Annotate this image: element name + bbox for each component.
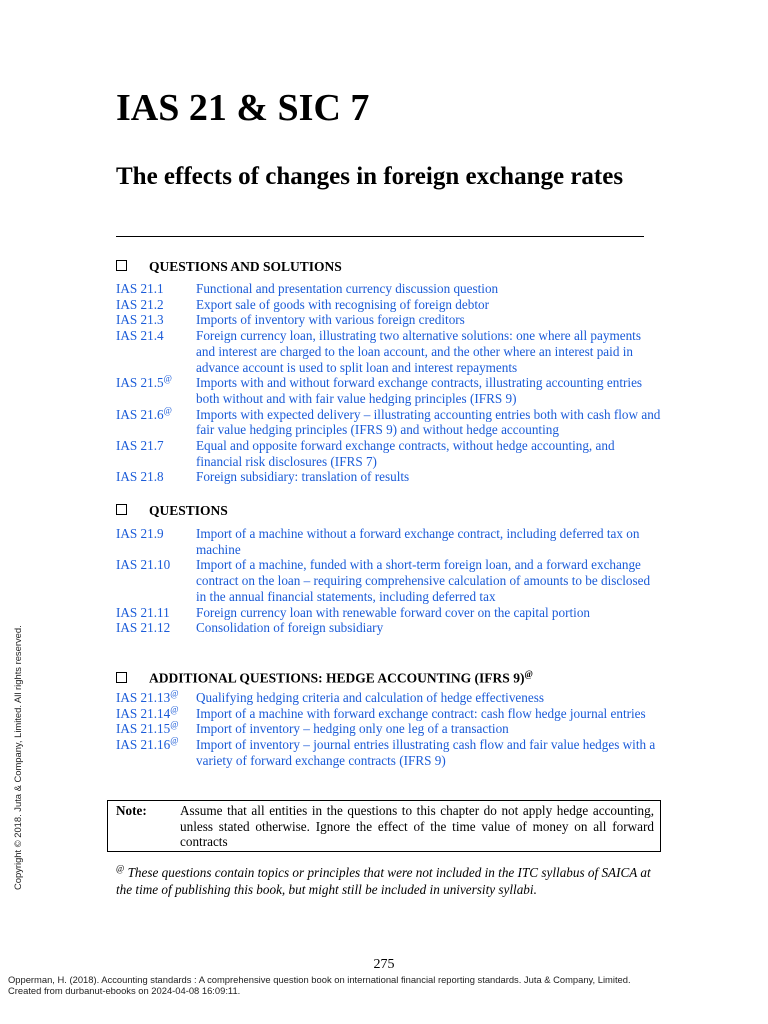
question-code[interactable]: IAS 21.14: [116, 705, 171, 721]
question-code[interactable]: IAS 21.10: [116, 557, 171, 573]
question-code-cell: [116, 620, 196, 636]
checkbox-bullet-icon: [116, 504, 127, 515]
checkbox-bullet-icon: [116, 672, 127, 683]
citation: [8, 974, 631, 996]
question-code[interactable]: IAS 21.15: [116, 721, 171, 737]
question-code-cell: [116, 690, 196, 706]
question-code[interactable]: IAS 21.7: [116, 438, 164, 454]
footnote-text: These questions contain topics or principles that were not included in the ITC syllabus of SAICA at the time of publishing this book, but might still be included in university syllabi.: [116, 865, 651, 897]
at-marker: @: [163, 373, 172, 384]
footnote-marker: @: [116, 863, 125, 874]
question-code[interactable]: IAS 21.6: [116, 406, 164, 422]
question-description[interactable]: Qualifying hedging criteria and calculation of hedge effectiveness: [196, 690, 544, 705]
question-entry[interactable]: [116, 297, 661, 313]
question-description[interactable]: Import of a machine without a forward exchange contract, including deferred tax on machine: [196, 526, 640, 557]
question-description[interactable]: Foreign currency loan, illustrating two alternative solutions: one where all payments and interest are charged to the loan account, and the other where an interest paid in advance account is used to split loan and interest repayments: [196, 328, 641, 375]
question-description[interactable]: Equal and opposite forward exchange contracts, without hedge accounting, and financial risk disclosures (IFRS 7): [196, 438, 615, 469]
at-marker: @: [170, 688, 179, 699]
question-description[interactable]: Functional and presentation currency discussion question: [196, 281, 499, 296]
question-code-cell: [116, 526, 196, 557]
question-code-cell: [116, 469, 196, 485]
question-entry[interactable]: [116, 328, 661, 375]
question-description[interactable]: Foreign subsidiary: translation of results: [196, 469, 410, 485]
question-code-cell: [116, 721, 196, 737]
question-code-cell: [116, 312, 196, 328]
chapter-title: IAS 21 & SIC 7: [116, 87, 370, 129]
section-heading-questions-and-solutions: QUESTIONS AND SOLUTIONS: [116, 258, 342, 275]
question-code[interactable]: IAS 21.1: [116, 281, 164, 296]
section-heading-additional-questions: ADDITIONAL QUESTIONS: HEDGE ACCOUNTING (IFRS 9)@: [116, 666, 533, 687]
section-list-additional-questions: [116, 690, 661, 769]
question-description[interactable]: Foreign currency loan with renewable forward cover on the capital portion: [196, 604, 591, 620]
at-marker: @: [170, 720, 179, 731]
section-heading-questions: QUESTIONS: [116, 502, 228, 519]
question-code[interactable]: IAS 21.5: [116, 375, 164, 391]
question-description[interactable]: Imports of inventory with various foreign creditors: [196, 312, 465, 328]
note-box: [107, 800, 661, 852]
question-entry[interactable]: [116, 690, 661, 706]
at-marker: @: [163, 405, 172, 416]
question-code-cell: [116, 706, 196, 722]
question-entry[interactable]: [116, 620, 661, 636]
page-number: 275: [373, 957, 395, 972]
question-entry[interactable]: [116, 706, 661, 722]
question-description[interactable]: Import of inventory – journal entries illustrating cash flow and fair value hedges with a variety of forward exchange contracts (IFRS 9): [196, 737, 656, 768]
question-code-cell: [116, 557, 196, 604]
question-entry[interactable]: [116, 375, 661, 406]
question-entry[interactable]: [116, 526, 661, 557]
note-label: Note:: [116, 803, 147, 818]
question-code[interactable]: IAS 21.4: [116, 328, 164, 344]
question-code-cell: [116, 737, 196, 768]
at-marker: @: [170, 735, 179, 746]
citation-line-2: Created from durbanut-ebooks on 2024-04-08 16:09:11.: [8, 985, 241, 996]
question-code-cell: [116, 438, 196, 469]
question-entry[interactable]: [116, 557, 661, 604]
question-description[interactable]: Imports with and without forward exchange contracts, illustrating accounting entries both without and with fair value hedging principles (IFRS 9): [196, 375, 643, 406]
title-divider: [116, 236, 644, 237]
question-code[interactable]: IAS 21.11: [116, 604, 170, 620]
question-code[interactable]: IAS 21.13: [116, 690, 171, 705]
checkbox-bullet-icon: [116, 260, 127, 271]
question-code-cell: [116, 297, 196, 313]
question-code[interactable]: IAS 21.2: [116, 296, 164, 312]
question-description[interactable]: Consolidation of foreign subsidiary: [196, 620, 384, 636]
question-code-cell: [116, 328, 196, 375]
question-entry[interactable]: [116, 737, 661, 768]
citation-line-1: Opperman, H. (2018). Accounting standards : A comprehensive question book on international financial reporting standards. Juta & Company, Limited.: [8, 974, 631, 985]
question-entry[interactable]: [116, 281, 661, 297]
question-code[interactable]: IAS 21.12: [116, 620, 171, 636]
question-description[interactable]: Imports with expected delivery – illustrating accounting entries both with cash flow and fair value hedging principles (IFRS 9) and without hedge accounting: [196, 406, 661, 438]
question-code-cell: [116, 605, 196, 621]
question-entry[interactable]: [116, 438, 661, 469]
question-entry[interactable]: [116, 469, 661, 485]
question-code-cell: [116, 375, 196, 406]
question-description[interactable]: Import of inventory – hedging only one leg of a transaction: [196, 721, 509, 737]
footnote: [116, 864, 661, 898]
question-code[interactable]: IAS 21.3: [116, 312, 164, 328]
question-code-cell: [116, 281, 196, 297]
question-description[interactable]: Export sale of goods with recognising of foreign debtor: [196, 296, 489, 312]
section-list-questions-and-solutions: [116, 281, 661, 485]
question-description[interactable]: Import of a machine with forward exchange contract: cash flow hedge journal entries: [196, 705, 646, 721]
section-list-questions: [116, 526, 661, 636]
question-entry[interactable]: [116, 312, 661, 328]
chapter-subtitle: The effects of changes in foreign exchange rates: [116, 163, 624, 190]
at-marker: @: [170, 704, 179, 715]
question-code-cell: [116, 407, 196, 438]
question-code[interactable]: IAS 21.9: [116, 526, 164, 541]
question-entry[interactable]: [116, 721, 661, 737]
copyright-notice: Copyright © 2018. Juta & Company, Limited. All rights reserved.: [12, 625, 23, 890]
question-entry[interactable]: [116, 407, 661, 438]
question-entry[interactable]: [116, 605, 661, 621]
question-code[interactable]: IAS 21.16: [116, 737, 171, 753]
question-description[interactable]: Import of a machine, funded with a short-term foreign loan, and a forward exchange contract on the loan – requiring comprehensive calculation of amounts to be disclosed in the annual financial statements, including deferred tax: [196, 557, 651, 604]
note-text: Assume that all entities in the questions to this chapter do not apply hedge accounting, unless stated otherwise. Ignore the effect of the time value of money on all forward contracts: [180, 803, 654, 850]
question-code[interactable]: IAS 21.8: [116, 469, 164, 485]
